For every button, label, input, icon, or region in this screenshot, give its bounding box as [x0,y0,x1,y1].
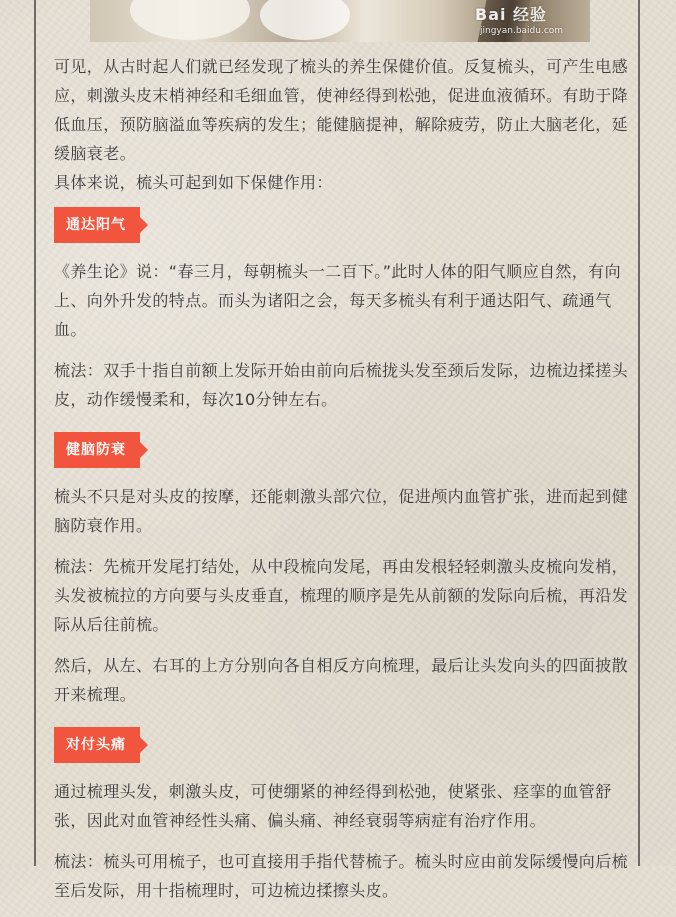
intro-paragraph: 可见，从古时起人们就已经发现了梳头的养生保健价值。反复梳头，可产生电感应，刺激头皮末梢神经和毛细血管，使神经得到松弛，促进血液循环。有助于降低血压，预防脑溢血等疾病的发生；能健脑提神，解除疲劳，防止大脑老化，延缓脑衰老。 [54,57,629,163]
section-tag: 对付头痛 [54,727,140,763]
section-tag: 健脑防衰 [54,432,140,468]
section-duifu-toutong [54,721,630,905]
section-paragraph: 《养生论》说：“春三月，每朝梳头一二百下。”此时人体的阳气顺应自然，有向上、向外升发的特点。而头为诸阳之会，每天多梳头有利于通达阳气、疏通气血。 [54,262,621,339]
section-paragraph: 通过梳理头发，刺激头皮，可使绷紧的神经得到松弛，使紧张、痉挛的血管舒张，因此对血管神经性头痛、偏头痛、神经衰弱等病症有治疗作用。 [54,782,612,830]
illustration-figure [260,0,350,40]
section-tongda-yangqi [54,201,630,414]
header-illustration [90,0,590,42]
baidu-watermark: Bai 经验 [475,5,548,24]
section-paragraph: 梳法：梳头可用梳子，也可直接用手指代替梳子。梳头时应由前发际缓慢向后梳至后发际，用十指梳理时，可边梳边揉擦头皮。 [54,852,629,900]
section-paragraph: 梳法：先梳开发尾打结处，从中段梳向发尾，再由发根轻轻刺激头皮梳向发梢，头发被梳拉的方向要与头皮垂直，梳理的顺序是先从前额的发际向后梳，再沿发际从后往前梳。 [54,557,629,634]
section-jiannao-fangshuai [54,426,630,709]
intro-lead: 具体来说，梳头可起到如下保健作用： [54,173,333,192]
section-tag: 通达阳气 [54,207,140,243]
section-paragraph: 然后，从左、右耳的上方分别向各自相反方向梳理，最后让头发向头的四面披散开来梳理。 [54,656,629,704]
section-paragraph: 梳法：双手十指自前额上发际开始由前向后梳拢头发至颈后发际，边梳边揉搓头皮，动作缓慢柔和，每次10分钟左右。 [54,361,629,409]
baidu-watermark-url: jingyan.baidu.com [480,26,564,36]
article-body [54,52,630,917]
illustration-figure [130,0,250,40]
section-paragraph: 梳头不只是对头皮的按摩，还能刺激头部穴位，促进颅内血管扩张，进而起到健脑防衰作用。 [54,487,629,535]
